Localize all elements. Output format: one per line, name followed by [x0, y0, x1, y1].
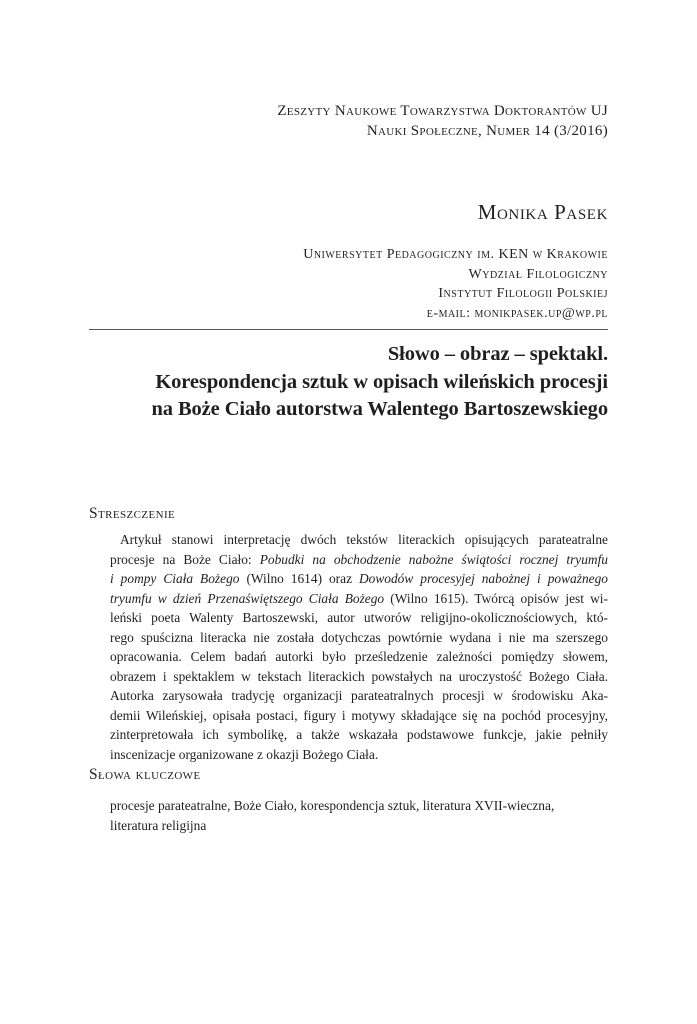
abstract-work-title: tryumfu w dzień Przenaświętszego Ciała Bożego	[110, 590, 385, 606]
article-title	[68, 341, 608, 424]
abstract-line: obrazem i spektaklem w tekstach literackich powstałych na uroczystość Bożego Ciała.	[110, 668, 608, 684]
abstract-work-title: i pompy Ciała Bożego	[110, 571, 240, 586]
abstract-text: (Wilno 1614) oraz	[239, 571, 359, 586]
title-line-1: Słowo – obraz – spektakl.	[387, 343, 608, 365]
abstract-work-title: Pobudki na obchodzenie nabożne świątości rocznej tryumfu	[259, 551, 609, 567]
abstract-line: Artykuł stanowi interpretację dwóch tekstów literackich opisujących parateatralne	[120, 532, 608, 547]
abstract-line: zinterpretowała ich symbolikę, a także wskazała podstawowe funkcje, jakie pełniły	[110, 727, 608, 742]
abstract-text: procesje na Boże Ciało:	[110, 551, 260, 567]
abstract-line: leński poeta Walenty Bartoszewski, autor utworów religijno-okolicznościowych, któ-	[110, 610, 608, 625]
affiliation-institute: Instytut Filologii Polskiej	[438, 286, 608, 301]
abstract-work-title: Dowodów procesyjej nabożnej i poważnego	[358, 571, 608, 586]
author-affiliation	[303, 245, 608, 323]
title-line-3: na Boże Ciało autorstwa Walentego Bartoszewskiego	[151, 398, 608, 420]
abstract-body	[110, 530, 608, 764]
abstract-line	[110, 550, 608, 570]
affiliation-university: Uniwersytet Pedagogiczny im. KEN w Krakowie	[303, 247, 608, 262]
abstract-line: opracowania. Celem badań autorki było prześledzenie zależności pomiędzy słowem,	[110, 649, 608, 664]
header-divider	[89, 329, 608, 330]
journal-title: Zeszyty Naukowe Towarzystwa Doktorantów UJ	[277, 103, 608, 119]
journal-header	[277, 101, 608, 141]
keywords-body	[110, 796, 608, 835]
keywords-line: procesje parateatralne, Boże Ciało, korespondencja sztuk, literatura XVII-wieczna,	[110, 798, 555, 813]
abstract-line: Autorka zarysowała tradycję organizacji parateatralnych procesji w środowisku Aka-	[110, 688, 608, 703]
keywords-heading: Słowa kluczowe	[89, 766, 201, 783]
abstract-line: demii Wileńskiej, opisała postaci, figury i motywy składające się na pochód procesyjny,	[110, 707, 608, 723]
keywords-line: literatura religijna	[110, 817, 207, 833]
abstract-heading: Streszczenie	[89, 505, 176, 522]
abstract-text: (Wilno 1615). Twórcą opisów jest wi-	[384, 590, 608, 606]
title-line-2: Korespondencja sztuk w opisach wileńskich procesji	[155, 370, 608, 393]
journal-issue: Nauki Społeczne, Numer 14 (3/2016)	[366, 123, 608, 139]
abstract-line	[110, 589, 608, 609]
abstract-line: inscenizacje organizowane z okazji Bożego Ciała.	[110, 746, 379, 762]
abstract-line	[110, 569, 608, 589]
author-email: e-mail: monikpasek.up@wp.pl	[426, 305, 608, 321]
abstract-line: rego spuścizna literacka nie została dotychczas powtórnie wydana i nie ma szerszego	[110, 629, 608, 645]
affiliation-faculty: Wydział Filologiczny	[468, 266, 608, 282]
author-name: Monika Pasek	[477, 200, 608, 224]
